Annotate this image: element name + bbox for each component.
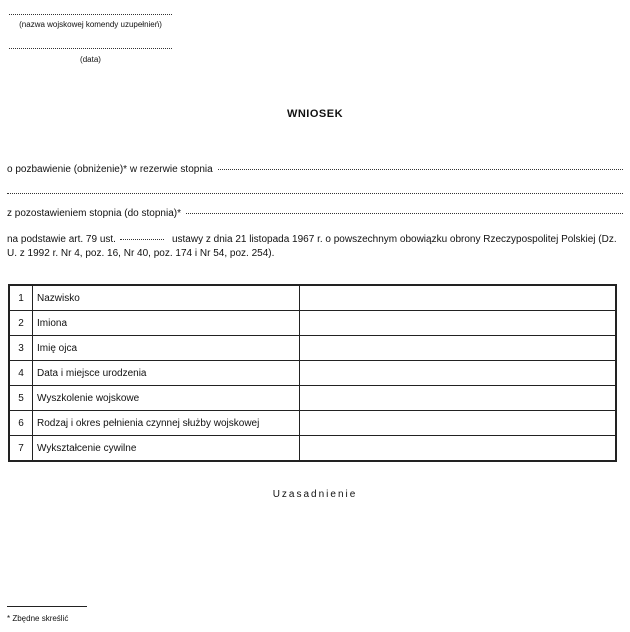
retention-row (7, 208, 623, 219)
row-value-field[interactable] (300, 436, 617, 462)
row-value-field[interactable] (300, 311, 617, 336)
date-line[interactable] (9, 48, 172, 49)
row-number: 4 (9, 361, 33, 386)
reduction-fill-line[interactable] (218, 169, 623, 170)
retention-fill-line[interactable] (186, 213, 623, 214)
table-row (9, 411, 616, 436)
justification-heading: Uzasadnienie (272, 489, 358, 500)
unit-name-caption: (nazwa wojskowej komendy uzupełnień) (19, 20, 162, 29)
row-value-field[interactable] (300, 285, 617, 311)
date-caption: (data) (80, 55, 101, 64)
row-label: Wyszkolenie wojskowe (33, 386, 300, 411)
row-number: 2 (9, 311, 33, 336)
row-number: 1 (9, 285, 33, 311)
document-title: WNIOSEK (286, 108, 344, 120)
row-value-field[interactable] (300, 411, 617, 436)
retention-label: z pozostawieniem stopnia (do stopnia)* (7, 208, 181, 219)
unit-name-line[interactable] (9, 14, 172, 15)
row-label: Imię ojca (33, 336, 300, 361)
row-label: Wykształcenie cywilne (33, 436, 300, 462)
reduction-label: o pozbawienie (obniżenie)* w rezerwie stopnia (7, 164, 213, 175)
table-row (9, 311, 616, 336)
blank-fill-line[interactable] (7, 193, 623, 194)
row-number: 7 (9, 436, 33, 462)
footnote: * Zbędne skreślić (7, 614, 69, 623)
reduction-row (7, 164, 623, 175)
row-label: Rodzaj i okres pełnienia czynnej służby wojskowej (33, 411, 300, 436)
personal-data-table (8, 284, 617, 462)
table-row (9, 285, 616, 311)
paragraph-number-fill[interactable] (120, 239, 164, 240)
row-number: 6 (9, 411, 33, 436)
row-value-field[interactable] (300, 361, 617, 386)
footnote-divider (7, 606, 87, 607)
row-label: Nazwisko (33, 285, 300, 311)
row-value-field[interactable] (300, 336, 617, 361)
legal-basis-suffix: ustawy z dnia 21 listopada 1967 r. o powszechnym obowiązku obrony Rzeczypospolitej Polskiej (Dz. U. z 1992 r. Nr 4, poz. 16, Nr 40, poz. 174 i Nr 54, poz. 254). (7, 234, 617, 259)
row-number: 5 (9, 386, 33, 411)
legal-basis-paragraph (7, 233, 623, 261)
legal-basis-prefix: na podstawie art. 79 ust. (7, 234, 116, 245)
row-value-field[interactable] (300, 386, 617, 411)
table-row (9, 436, 616, 462)
row-label: Data i miejsce urodzenia (33, 361, 300, 386)
row-label: Imiona (33, 311, 300, 336)
row-number: 3 (9, 336, 33, 361)
table-row (9, 386, 616, 411)
table-row (9, 336, 616, 361)
table-row (9, 361, 616, 386)
